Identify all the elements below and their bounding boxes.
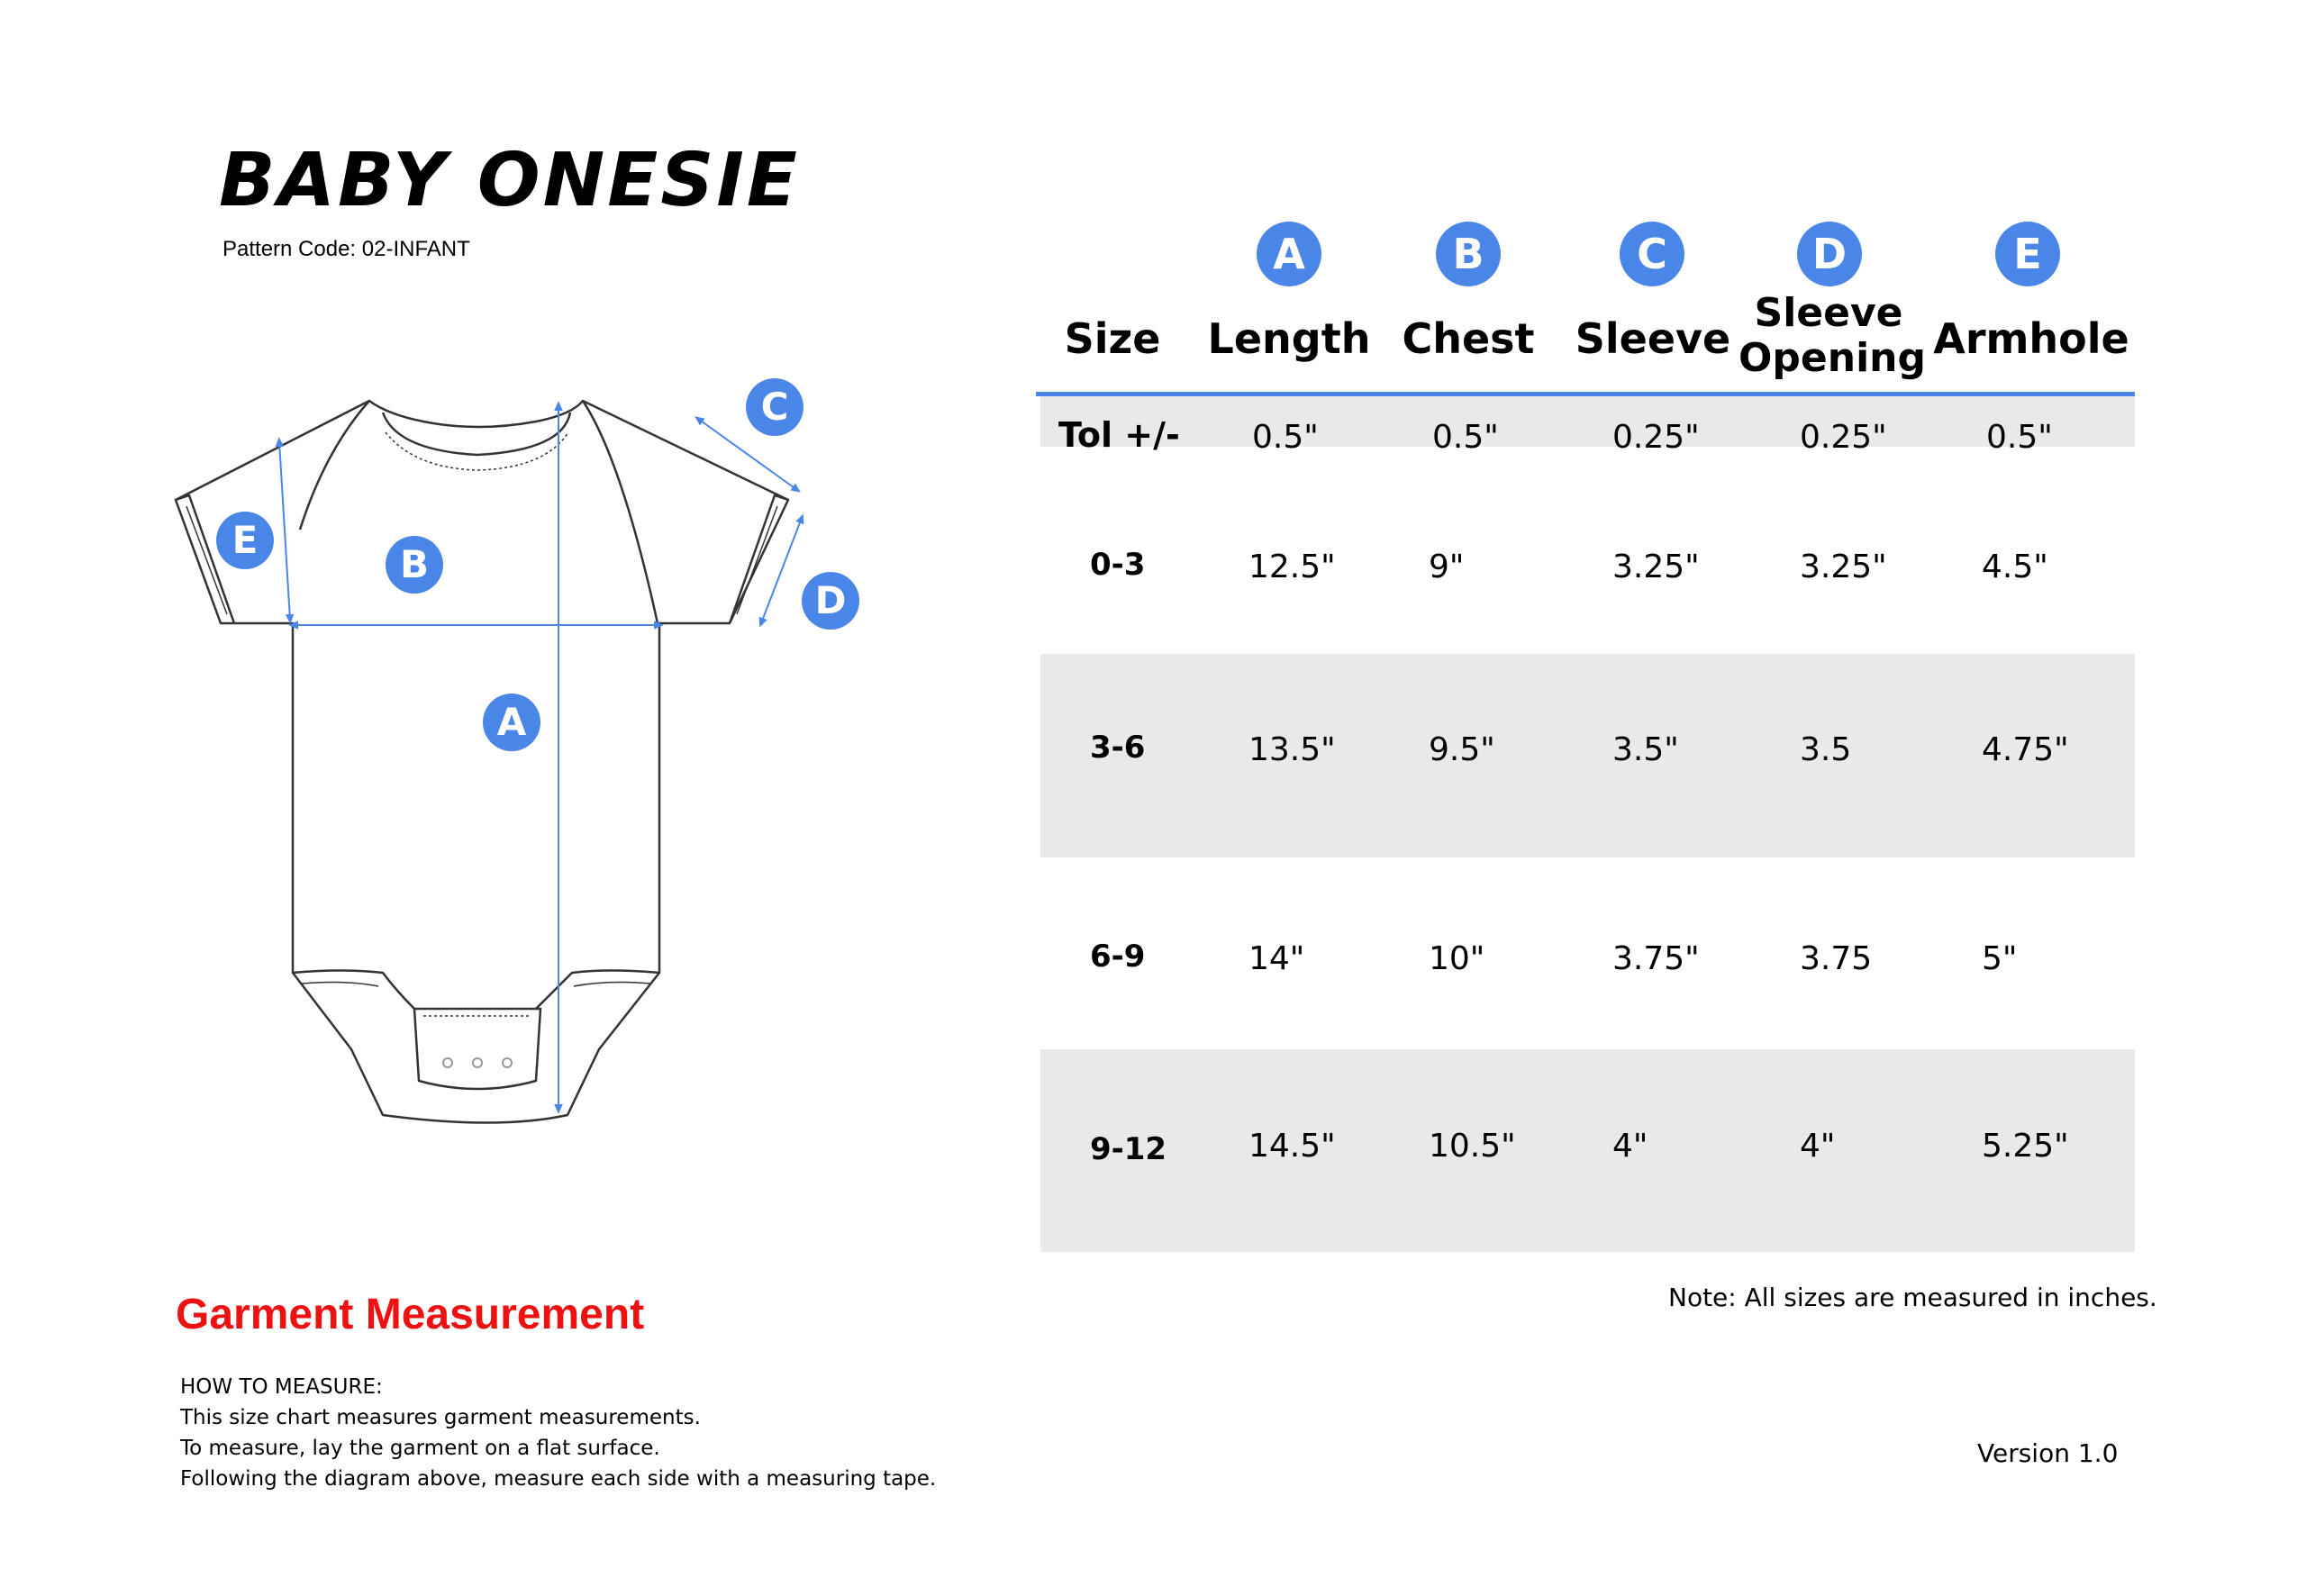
- tolerance-label: Tol +/-: [1058, 415, 1180, 455]
- label-badge-c: C: [746, 378, 803, 436]
- label-badge-b: B: [386, 536, 443, 594]
- row-0-3-armhole: 4.5": [1982, 549, 2048, 585]
- row-9-12-armhole: 5.25": [1982, 1128, 2069, 1165]
- label-badge-a: A: [483, 694, 540, 751]
- tolerance-sleeve-opening: 0.25": [1800, 419, 1887, 456]
- row-0-3-sleeve-opening: 3.25": [1800, 549, 1887, 585]
- page-title: BABY ONESIE: [219, 138, 800, 223]
- row-band-9-12: [1040, 1049, 2135, 1252]
- size-table: [1036, 216, 2135, 1252]
- tolerance-chest: 0.5": [1432, 419, 1499, 456]
- row-9-12-sleeve-opening: 4": [1800, 1128, 1836, 1165]
- row-3-6-length: 13.5": [1248, 731, 1336, 768]
- size-0-3: 0-3: [1090, 547, 1146, 583]
- how-to-heading: HOW TO MEASURE:: [180, 1375, 383, 1399]
- tolerance-length: 0.5": [1252, 419, 1319, 456]
- tolerance-sleeve: 0.25": [1612, 419, 1700, 456]
- tolerance-row-band: [1040, 396, 2135, 447]
- row-3-6-chest: 9.5": [1429, 731, 1495, 768]
- pattern-code: Pattern Code: 02-INFANT: [222, 237, 470, 261]
- column-header-chest: Chest: [1402, 314, 1535, 363]
- row-9-12-sleeve: 4": [1612, 1128, 1648, 1165]
- label-badge-d: D: [802, 572, 859, 630]
- version-label: Version 1.0: [1977, 1438, 2119, 1468]
- row-9-12-length: 14.5": [1248, 1128, 1336, 1165]
- units-note: Note: All sizes are measured in inches.: [1668, 1283, 2157, 1312]
- row-3-6-armhole: 4.75": [1982, 731, 2069, 768]
- row-3-6-sleeve: 3.5": [1612, 731, 1679, 768]
- row-0-3-sleeve: 3.25": [1612, 549, 1700, 585]
- garment-measurement-title: Garment Measurement: [176, 1291, 645, 1338]
- row-3-6-sleeve-opening: 3.5: [1800, 731, 1852, 768]
- column-badge-a: A: [1257, 222, 1321, 286]
- left-sleeve-seam: [300, 401, 369, 530]
- how-to-line-2: To measure, lay the garment on a flat surface.: [180, 1437, 660, 1460]
- row-0-3-length: 12.5": [1248, 549, 1336, 585]
- column-header-length: Length: [1207, 314, 1371, 363]
- row-6-9-length: 14": [1248, 940, 1305, 977]
- right-leg-opening: [536, 971, 659, 1010]
- column-header-sleeve: Sleeve: [1575, 314, 1731, 363]
- size-6-9: 6-9: [1090, 939, 1146, 975]
- column-header-sleeve-opening-line1: Sleeve: [1754, 290, 1903, 336]
- row-6-9-sleeve: 3.75": [1612, 940, 1700, 977]
- column-badge-b: B: [1436, 222, 1501, 286]
- onesie-diagram: [167, 378, 847, 1135]
- how-to-line-3: Following the diagram above, measure each side with a measuring tape.: [180, 1467, 937, 1491]
- how-to-line-1: This size chart measures garment measurements.: [180, 1406, 701, 1429]
- label-badge-e: E: [216, 512, 274, 569]
- row-band-3-6: [1040, 654, 2135, 857]
- onesie-body-outline: [176, 401, 788, 1123]
- column-header-size: Size: [1064, 314, 1161, 363]
- onesie-outline-drawing: [167, 378, 833, 1135]
- snap-flap: [414, 1009, 540, 1089]
- row-0-3-chest: 9": [1429, 549, 1465, 585]
- snap-buttons: [443, 1058, 512, 1067]
- row-6-9-chest: 10": [1429, 940, 1485, 977]
- column-badge-c: C: [1620, 222, 1684, 286]
- column-header-armhole: Armhole: [1933, 314, 2129, 363]
- column-badge-e: E: [1995, 222, 2060, 286]
- column-badge-d: D: [1797, 222, 1862, 286]
- how-to-measure: [180, 1372, 936, 1494]
- tolerance-armhole: 0.5": [1986, 419, 2053, 456]
- left-leg-opening: [293, 971, 414, 1010]
- row-6-9-armhole: 5": [1982, 940, 2018, 977]
- right-sleeve-seam: [583, 401, 658, 623]
- size-9-12: 9-12: [1090, 1131, 1167, 1167]
- row-6-9-sleeve-opening: 3.75: [1800, 940, 1873, 977]
- size-3-6: 3-6: [1090, 730, 1146, 766]
- column-header-sleeve-opening-line2: Opening: [1739, 335, 1926, 381]
- row-9-12-chest: 10.5": [1429, 1128, 1516, 1165]
- measure-line-e: [279, 441, 290, 620]
